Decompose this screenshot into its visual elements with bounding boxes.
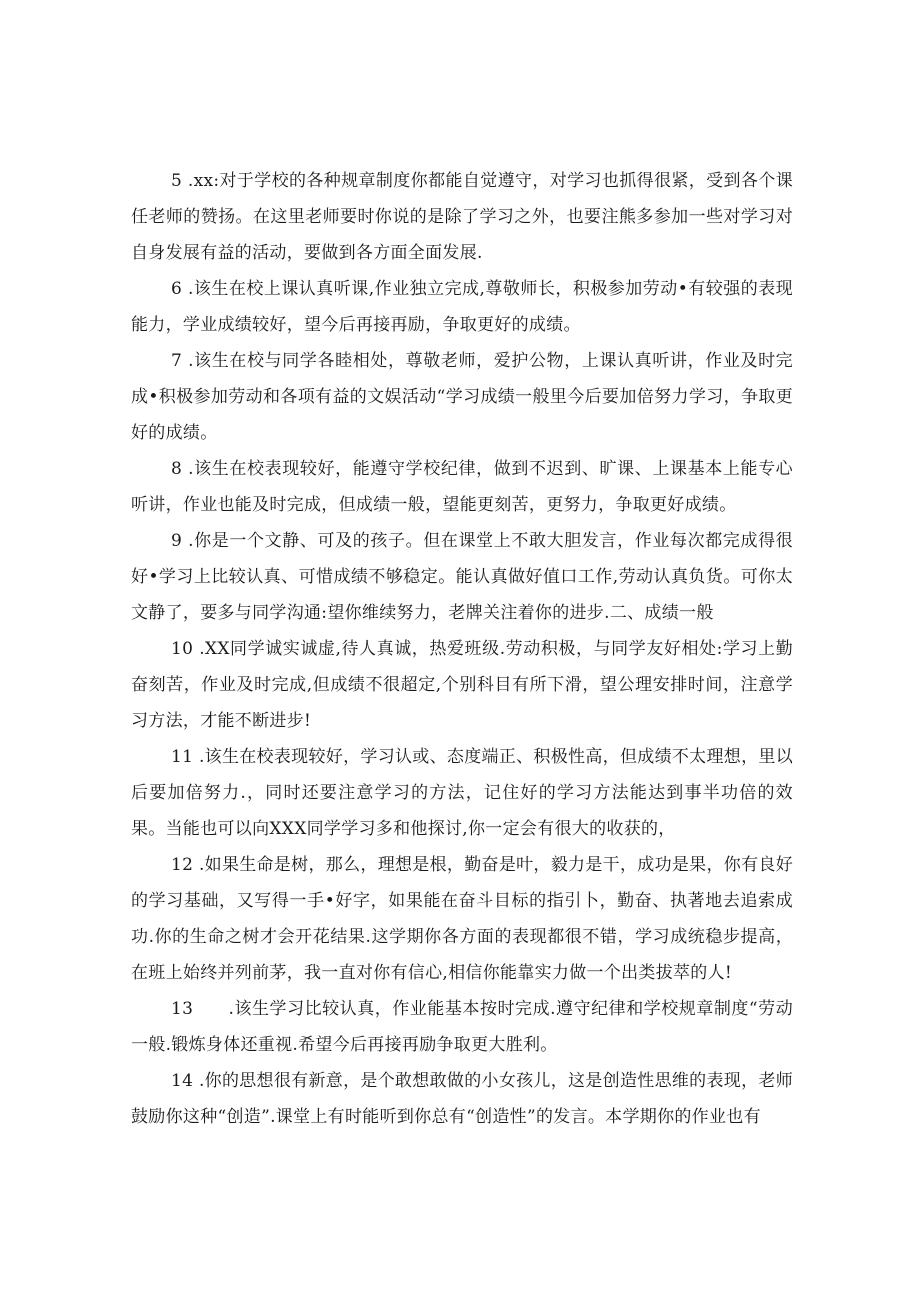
- paragraph-10: 10 .XX同学诚实诚虚,待人真诚，热爱班级.劳动积极，与同学友好相处:学习上勤奋刻苦，作业及时完成,但成绩不很超定,个别科目有所下滑，望公理安排时间，注意学习方法，才能不断进步!: [131, 639, 793, 731]
- paragraph-9: 9 .你是一个文静、可及的孩子。但在课堂上不敢大胆发言，作业每次都完成得很好•学习上比较认真、可惜成绩不够稳定。能认真做好值口工作,劳动认真负货。可你太文静了，要多与同学沟通:望你维续努力，老牌关注着你的进步.二、成绩一般: [131, 531, 793, 623]
- paragraph-14: 14 .你的思想很有新意，是个敢想敢做的小女孩儿，这是创造性思维的表现，老师鼓励你这种“创造”.课堂上有时能听到你总有“创造性”的发言。本学期你的作业也有: [131, 1071, 793, 1127]
- paragraph-8: 8 .该生在校表现较好，能遵守学校纪律，做到不迟到、旷课、上课基本上能专心听讲，作业也能及时完成，但成绩一般，望能更刻苦，更努力，争取更好成绩。: [131, 459, 793, 515]
- paragraph-5: 5 .xx:对于学校的各种规章制度你都能自觉遵守，对学习也抓得很紧，受到各个课任老师的赞扬。在这里老师要时你说的是除了学习之外，也要注熊多参加一些对学习对自身发展有益的活动，要做到各方面全面发展.: [131, 171, 793, 263]
- paragraph-7: 7 .该生在校与同学各睦相处，尊敬老师，爱护公物，上课认真听讲，作业及时完成•积极参加劳动和各项有益的文娱活动“学习成绩一般里今后要加倍努力学习，争取更好的成绩。: [131, 351, 793, 443]
- paragraph-12: 12 .如果生命是树，那么，理想是根，勤奋是叶，毅力是干，成功是果，你有良好的学习基础，又写得一手•好字，如果能在奋斗目标的指引卜，勤奋、执著地去追索成功.你的生命之树才会开花结果.这学期你各方面的表现都很不错，学习成统稳步提高，在班上始终并列前茅，我一直对你有信心,相信你能靠实力做一个出类拔萃的人!: [131, 855, 793, 983]
- document-body: [131, 163, 793, 1135]
- paragraph-6: 6 .该生在校上课认真听课,作业独立完成,尊敬师长，积极参加劳动•有较强的表现能力，学业成绩较好，望今后再接再励，争取更好的成绩。: [131, 279, 793, 335]
- paragraph-11: 11 .该生在校表现较好，学习认或、态度端正、积极性高，但成绩不太理想，里以后要加倍努力.，同时还要注意学习的方法，记住好的学习方法能达到事半功倍的效果。当能也可以向XXX同学学习多和他探讨,你一定会有很大的收获的，: [131, 747, 793, 839]
- paragraph-13: 13 .该生学习比较认真，作业能基本按时完成.遵守纪律和学校规章制度“劳动一般.锻炼身体还重视.希望今后再接再励争取更大胜利。: [131, 999, 793, 1055]
